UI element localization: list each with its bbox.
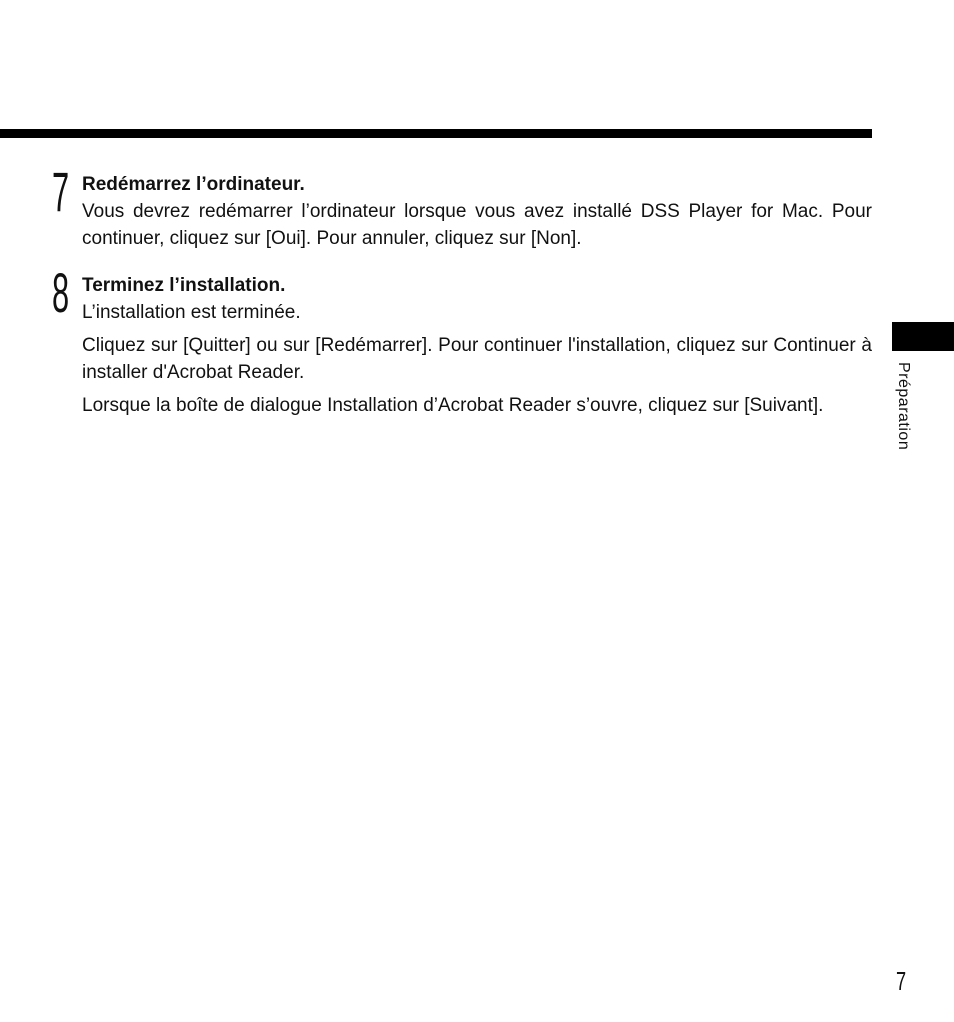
step-paragraph: Lorsque la boîte de dialogue Installation d’Acrobat Reader s’ouvre, cliquez sur [Suivant]. — [82, 395, 824, 416]
page-number: 7 — [896, 966, 907, 996]
step-paragraph: Cliquez sur [Quitter] ou sur [Redémarrer]. Pour continuer l'installation, cliquez sur Continuer à installer d'Acrobat Reader. — [82, 335, 872, 383]
section-tab-marker — [892, 322, 954, 351]
step-number: 8 — [52, 261, 70, 324]
step-8 — [52, 261, 872, 419]
step-7 — [52, 160, 872, 252]
step-paragraph: Vous devrez redémarrer l’ordinateur lorsque vous avez installé DSS Player for Mac. Pour continuer, cliquez sur [Oui]. Pour annuler, cliquez sur [Non]. — [82, 201, 872, 249]
step-title: Redémarrez l’ordinateur. — [82, 174, 305, 195]
section-tab-label: Préparation — [895, 362, 912, 451]
header-rule — [0, 129, 872, 138]
step-paragraph: L’installation est terminée. — [82, 302, 301, 323]
step-title: Terminez l’installation. — [82, 275, 286, 296]
step-number: 7 — [52, 160, 70, 223]
